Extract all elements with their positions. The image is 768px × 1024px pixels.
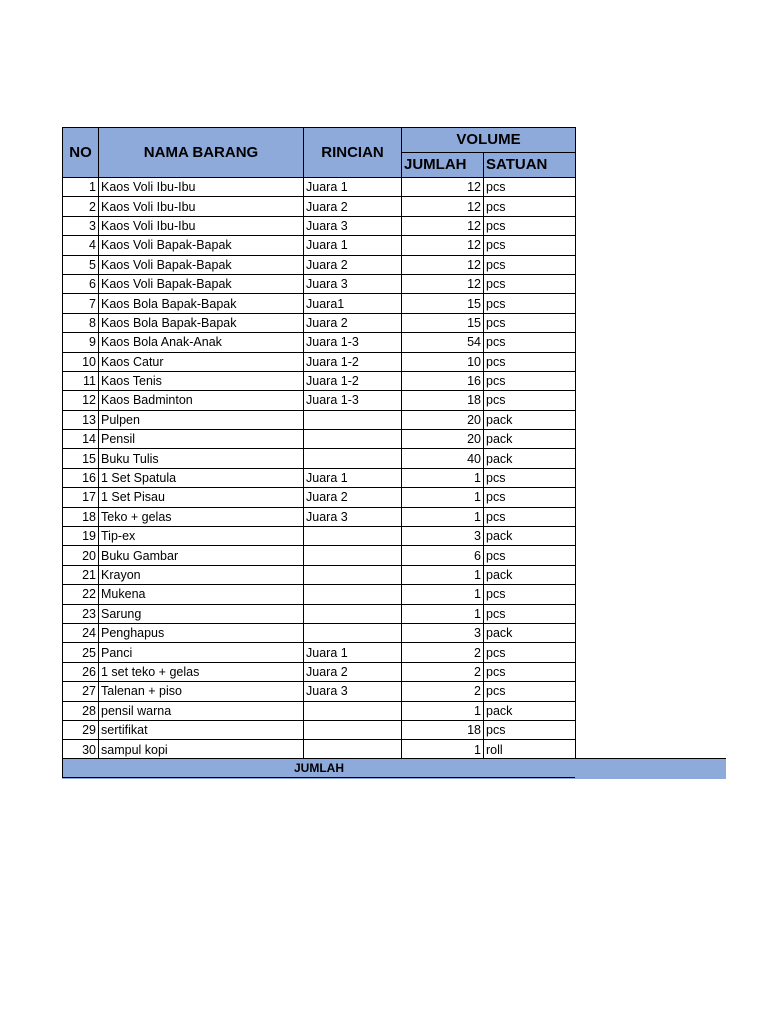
cell-jumlah: 1 (402, 585, 484, 604)
cell-nama-barang: Teko + gelas (99, 507, 304, 526)
cell-jumlah: 54 (402, 333, 484, 352)
header-no: NO (63, 128, 99, 178)
cell-jumlah: 12 (402, 178, 484, 197)
cell-satuan: pcs (484, 720, 576, 739)
cell-nama-barang: Tip-ex (99, 527, 304, 546)
cell-rincian: Juara 3 (304, 274, 402, 293)
table-row (63, 740, 576, 759)
cell-no: 27 (63, 682, 99, 701)
table-row (63, 701, 576, 720)
table-row (63, 391, 576, 410)
cell-rincian (304, 565, 402, 584)
cell-rincian (304, 740, 402, 759)
table-row (63, 236, 576, 255)
table-row (63, 662, 576, 681)
cell-satuan: pcs (484, 313, 576, 332)
table-row (63, 255, 576, 274)
table-row (63, 371, 576, 390)
cell-rincian (304, 604, 402, 623)
cell-jumlah: 12 (402, 255, 484, 274)
cell-no: 10 (63, 352, 99, 371)
cell-no: 18 (63, 507, 99, 526)
cell-no: 7 (63, 294, 99, 313)
total-label: JUMLAH (62, 759, 575, 778)
cell-satuan: pcs (484, 236, 576, 255)
cell-jumlah: 10 (402, 352, 484, 371)
cell-nama-barang: Kaos Voli Ibu-Ibu (99, 216, 304, 235)
table-row (63, 430, 576, 449)
cell-rincian: Juara 2 (304, 662, 402, 681)
cell-satuan: pcs (484, 255, 576, 274)
cell-no: 28 (63, 701, 99, 720)
header-satuan: SATUAN (484, 153, 576, 178)
cell-rincian: Juara 2 (304, 197, 402, 216)
cell-satuan: pcs (484, 352, 576, 371)
cell-satuan: pcs (484, 507, 576, 526)
cell-no: 22 (63, 585, 99, 604)
cell-rincian: Juara 2 (304, 488, 402, 507)
cell-nama-barang: Kaos Bola Bapak-Bapak (99, 294, 304, 313)
cell-nama-barang: Kaos Tenis (99, 371, 304, 390)
cell-satuan: pcs (484, 391, 576, 410)
cell-nama-barang: Buku Gambar (99, 546, 304, 565)
cell-satuan: pcs (484, 333, 576, 352)
cell-jumlah: 20 (402, 410, 484, 429)
cell-rincian: Juara 2 (304, 313, 402, 332)
cell-no: 19 (63, 527, 99, 546)
cell-rincian (304, 546, 402, 565)
cell-no: 5 (63, 255, 99, 274)
cell-rincian: Juara 3 (304, 216, 402, 235)
cell-jumlah: 1 (402, 565, 484, 584)
cell-nama-barang: pensil warna (99, 701, 304, 720)
cell-no: 17 (63, 488, 99, 507)
table-row (63, 585, 576, 604)
cell-jumlah: 18 (402, 391, 484, 410)
cell-satuan: pcs (484, 682, 576, 701)
table-row (63, 449, 576, 468)
cell-no: 8 (63, 313, 99, 332)
cell-no: 21 (63, 565, 99, 584)
cell-no: 14 (63, 430, 99, 449)
table-row (63, 604, 576, 623)
cell-nama-barang: sampul kopi (99, 740, 304, 759)
cell-no: 13 (63, 410, 99, 429)
table-row (63, 333, 576, 352)
cell-no: 4 (63, 236, 99, 255)
cell-nama-barang: Pulpen (99, 410, 304, 429)
cell-jumlah: 1 (402, 604, 484, 623)
cell-satuan: pack (484, 565, 576, 584)
cell-jumlah: 12 (402, 236, 484, 255)
cell-rincian: Juara 3 (304, 507, 402, 526)
cell-nama-barang: Kaos Bola Bapak-Bapak (99, 313, 304, 332)
cell-jumlah: 1 (402, 740, 484, 759)
table-row (63, 643, 576, 662)
table-row (63, 546, 576, 565)
cell-satuan: pack (484, 527, 576, 546)
cell-jumlah: 2 (402, 682, 484, 701)
cell-satuan: pcs (484, 488, 576, 507)
header-rincian: RINCIAN (304, 128, 402, 178)
cell-satuan: pcs (484, 604, 576, 623)
cell-nama-barang: Pensil (99, 430, 304, 449)
cell-satuan: pack (484, 623, 576, 642)
cell-satuan: pcs (484, 585, 576, 604)
table-row (63, 527, 576, 546)
table-row (63, 623, 576, 642)
cell-nama-barang: Kaos Badminton (99, 391, 304, 410)
cell-jumlah: 1 (402, 507, 484, 526)
table-row (63, 216, 576, 235)
cell-jumlah: 2 (402, 643, 484, 662)
cell-nama-barang: 1 Set Pisau (99, 488, 304, 507)
cell-no: 11 (63, 371, 99, 390)
cell-nama-barang: Panci (99, 643, 304, 662)
cell-no: 2 (63, 197, 99, 216)
cell-no: 25 (63, 643, 99, 662)
cell-rincian: Juara 1-2 (304, 352, 402, 371)
cell-jumlah: 18 (402, 720, 484, 739)
cell-jumlah: 1 (402, 488, 484, 507)
cell-satuan: pack (484, 701, 576, 720)
cell-no: 6 (63, 274, 99, 293)
cell-jumlah: 12 (402, 216, 484, 235)
total-row (62, 758, 726, 779)
cell-no: 9 (63, 333, 99, 352)
table-header (63, 128, 576, 178)
cell-rincian (304, 449, 402, 468)
table-row (63, 682, 576, 701)
cell-jumlah: 40 (402, 449, 484, 468)
cell-jumlah: 12 (402, 197, 484, 216)
cell-satuan: roll (484, 740, 576, 759)
cell-nama-barang: Penghapus (99, 623, 304, 642)
cell-jumlah: 15 (402, 313, 484, 332)
table-row (63, 274, 576, 293)
cell-jumlah: 3 (402, 527, 484, 546)
cell-nama-barang: Kaos Voli Bapak-Bapak (99, 236, 304, 255)
cell-nama-barang: Kaos Catur (99, 352, 304, 371)
cell-nama-barang: Buku Tulis (99, 449, 304, 468)
cell-rincian: Juara 1 (304, 178, 402, 197)
cell-no: 12 (63, 391, 99, 410)
header-volume: VOLUME (402, 128, 576, 153)
cell-satuan: pack (484, 430, 576, 449)
cell-nama-barang: Kaos Voli Ibu-Ibu (99, 178, 304, 197)
table-row (63, 565, 576, 584)
cell-nama-barang: Kaos Voli Bapak-Bapak (99, 255, 304, 274)
cell-rincian (304, 585, 402, 604)
cell-rincian: Juara 1-3 (304, 391, 402, 410)
cell-rincian: Juara1 (304, 294, 402, 313)
cell-rincian (304, 430, 402, 449)
cell-nama-barang: Sarung (99, 604, 304, 623)
cell-no: 23 (63, 604, 99, 623)
item-table (62, 127, 576, 760)
cell-rincian: Juara 3 (304, 682, 402, 701)
table-row (63, 720, 576, 739)
table-row (63, 178, 576, 197)
cell-rincian: Juara 2 (304, 255, 402, 274)
cell-jumlah: 1 (402, 701, 484, 720)
cell-satuan: pack (484, 449, 576, 468)
table-row (63, 294, 576, 313)
table-row (63, 468, 576, 487)
cell-jumlah: 2 (402, 662, 484, 681)
cell-satuan: pcs (484, 178, 576, 197)
cell-rincian: Juara 1-3 (304, 333, 402, 352)
cell-satuan: pcs (484, 274, 576, 293)
table-row (63, 507, 576, 526)
cell-nama-barang: Krayon (99, 565, 304, 584)
cell-nama-barang: Kaos Voli Ibu-Ibu (99, 197, 304, 216)
cell-no: 29 (63, 720, 99, 739)
cell-nama-barang: Kaos Bola Anak-Anak (99, 333, 304, 352)
cell-satuan: pcs (484, 216, 576, 235)
cell-satuan: pcs (484, 662, 576, 681)
cell-jumlah: 1 (402, 468, 484, 487)
cell-no: 30 (63, 740, 99, 759)
cell-rincian (304, 410, 402, 429)
cell-no: 1 (63, 178, 99, 197)
cell-satuan: pcs (484, 371, 576, 390)
cell-no: 26 (63, 662, 99, 681)
header-nama-barang: NAMA BARANG (99, 128, 304, 178)
cell-rincian: Juara 1-2 (304, 371, 402, 390)
cell-rincian: Juara 1 (304, 468, 402, 487)
cell-nama-barang: 1 Set Spatula (99, 468, 304, 487)
cell-nama-barang: Kaos Voli Bapak-Bapak (99, 274, 304, 293)
cell-no: 15 (63, 449, 99, 468)
cell-rincian: Juara 1 (304, 236, 402, 255)
cell-satuan: pcs (484, 546, 576, 565)
cell-satuan: pcs (484, 197, 576, 216)
table-row (63, 313, 576, 332)
cell-jumlah: 20 (402, 430, 484, 449)
cell-jumlah: 16 (402, 371, 484, 390)
cell-rincian (304, 623, 402, 642)
cell-satuan: pcs (484, 643, 576, 662)
table-row (63, 197, 576, 216)
cell-no: 20 (63, 546, 99, 565)
table-body (63, 178, 576, 760)
table-row (63, 488, 576, 507)
cell-rincian (304, 720, 402, 739)
header-jumlah: JUMLAH (402, 153, 484, 178)
cell-satuan: pcs (484, 468, 576, 487)
cell-satuan: pack (484, 410, 576, 429)
cell-rincian (304, 701, 402, 720)
table-row (63, 410, 576, 429)
cell-nama-barang: Talenan + piso (99, 682, 304, 701)
cell-nama-barang: sertifikat (99, 720, 304, 739)
cell-jumlah: 6 (402, 546, 484, 565)
cell-no: 16 (63, 468, 99, 487)
cell-satuan: pcs (484, 294, 576, 313)
cell-rincian (304, 527, 402, 546)
cell-nama-barang: 1 set teko + gelas (99, 662, 304, 681)
cell-rincian: Juara 1 (304, 643, 402, 662)
cell-no: 24 (63, 623, 99, 642)
cell-jumlah: 15 (402, 294, 484, 313)
cell-jumlah: 3 (402, 623, 484, 642)
table-row (63, 352, 576, 371)
cell-no: 3 (63, 216, 99, 235)
cell-nama-barang: Mukena (99, 585, 304, 604)
cell-jumlah: 12 (402, 274, 484, 293)
